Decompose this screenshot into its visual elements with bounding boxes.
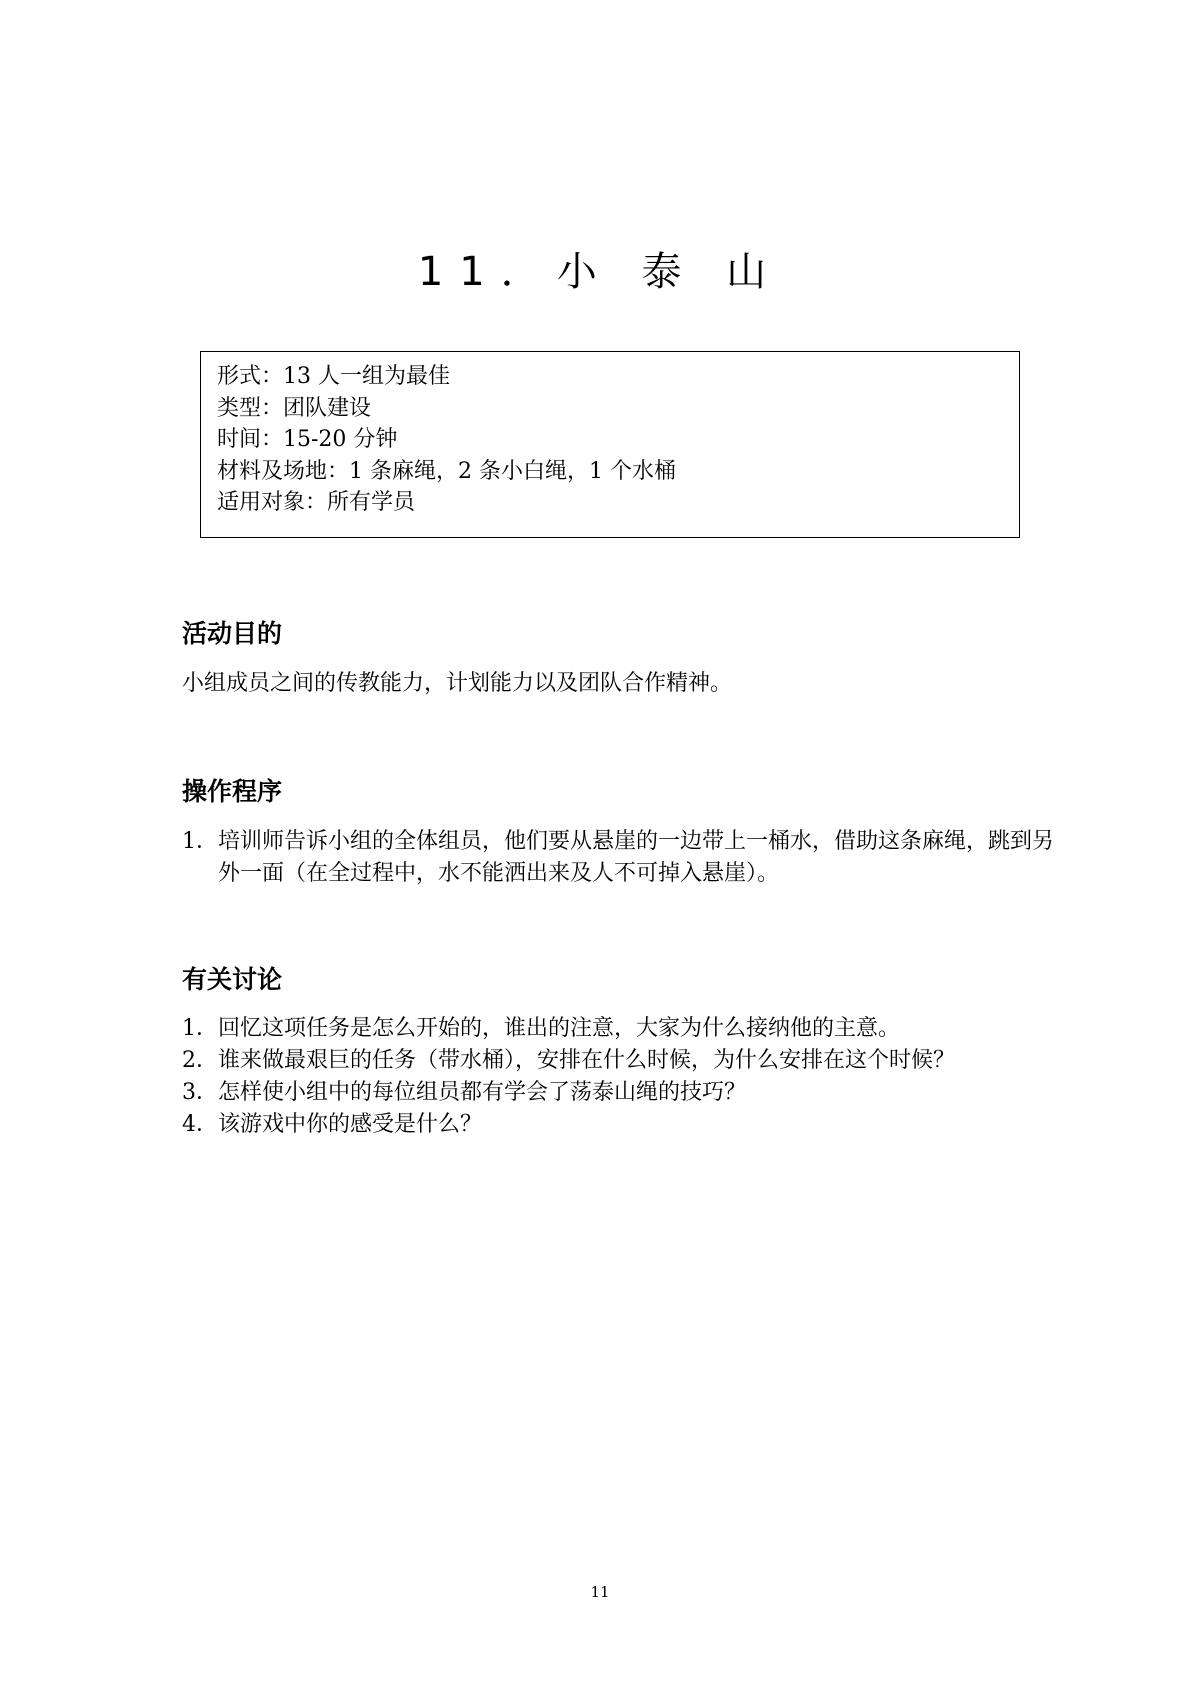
list-item <box>182 826 1064 890</box>
procedure-heading: 操作程序 <box>182 777 283 806</box>
list-item-number: 1． <box>182 829 218 854</box>
info-form: 形式：13 人一组为最佳 <box>217 364 450 389</box>
discussion-list <box>182 1013 1064 1141</box>
list-item-text: 培训师告诉小组的全体组员，他们要从悬崖的一边带上一桶水，借助这条麻绳，跳到另外一面（在全过程中，水不能洒出来及人不可掉入悬崖）。 <box>218 829 1055 886</box>
info-materials: 材料及场地：1 条麻绳，2 条小白绳，1 个水桶 <box>217 458 676 484</box>
list-item-number: 4． <box>182 1112 218 1137</box>
list-item <box>182 1045 1064 1077</box>
list-item-number: 2． <box>182 1048 218 1073</box>
purpose-text: 小组成员之间的传教能力，计划能力以及团队合作精神。 <box>182 671 733 696</box>
list-item-text: 该游戏中你的感受是什么？ <box>218 1112 483 1137</box>
procedure-list <box>182 826 1064 890</box>
info-type: 类型：团队建设 <box>217 395 372 421</box>
list-item-text: 谁来做最艰巨的任务（带水桶），安排在什么时候，为什么安排在这个时候？ <box>218 1048 956 1073</box>
list-item-number: 1． <box>182 1016 218 1041</box>
list-item <box>182 1013 1064 1045</box>
list-item-text: 怎样使小组中的每位组员都有学会了荡泰山绳的技巧？ <box>218 1080 747 1105</box>
info-time: 时间：15-20 分钟 <box>217 427 398 452</box>
page-number: 11 <box>590 1583 610 1601</box>
purpose-heading: 活动目的 <box>182 619 283 648</box>
list-item-number: 3． <box>182 1080 218 1105</box>
list-item <box>182 1077 1064 1109</box>
activity-info-box <box>200 351 1020 538</box>
info-audience: 适用对象：所有学员 <box>217 490 416 515</box>
discussion-heading: 有关讨论 <box>182 965 283 994</box>
page-title: 11．小 泰 山 <box>417 249 783 295</box>
list-item-text: 回忆这项任务是怎么开始的，谁出的注意，大家为什么接纳他的主意。 <box>218 1016 901 1041</box>
list-item <box>182 1109 1064 1141</box>
